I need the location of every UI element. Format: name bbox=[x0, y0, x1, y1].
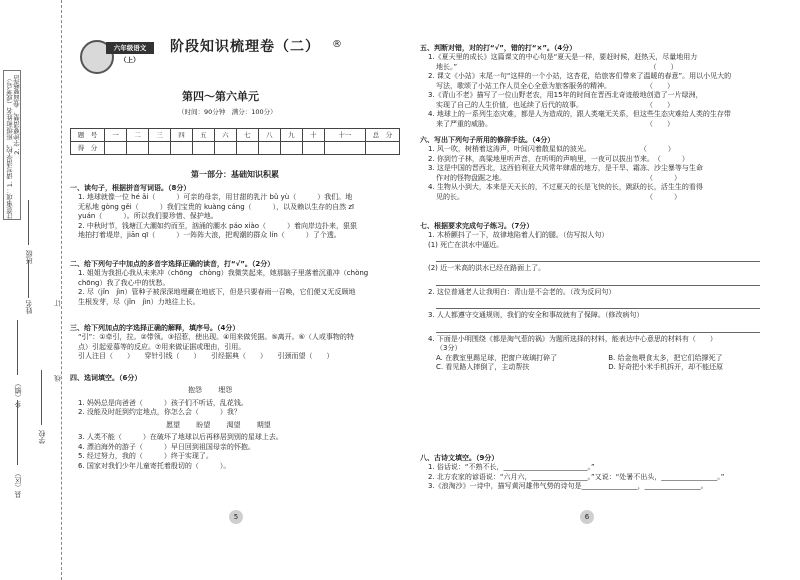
word-option: 期望 bbox=[256, 420, 271, 429]
question-line: 2. 北方农家的谚语说：“六月六，________________。”又说：“处暑不出头，________________。” bbox=[428, 472, 725, 481]
word-bank-2 bbox=[70, 421, 400, 430]
choice-b[interactable]: B. 给金鱼喂食太多，把它们给撑死了 bbox=[608, 353, 723, 362]
grade-badge bbox=[80, 36, 158, 80]
township-label: 乡（镇） bbox=[14, 380, 22, 408]
answer-line[interactable] bbox=[436, 323, 760, 333]
class-label: 班级 bbox=[25, 250, 33, 264]
township-underline bbox=[17, 320, 18, 375]
section-title: 五、判断对错，对的打“√”，错的打“×”。（4分） bbox=[420, 44, 577, 52]
score-cell: 题 号 bbox=[71, 129, 105, 142]
question-line: 4. 漂泊海外的游子（ ）早日回到祖国母亲的怀抱。 bbox=[78, 442, 255, 451]
score-cell: 十一 bbox=[324, 129, 365, 142]
notes-line-1: 注意事项：1. 请写清学校、班级和姓名（或考号） bbox=[6, 75, 14, 220]
section-2 bbox=[70, 260, 400, 307]
paper-title: 阶段知识梳理卷（二） bbox=[170, 39, 320, 55]
question-line: 4. 下面是小明围绕《都是淘气惹的祸》为题所选择的材料，能表达中心意思的材料有（ ） bbox=[428, 334, 717, 343]
notes-line-2: 2. 字迹要清楚、卷面要整洁 bbox=[13, 75, 21, 155]
question-line: （3分） bbox=[436, 344, 462, 353]
choice-row bbox=[420, 363, 760, 372]
word-option: 抱怨 bbox=[188, 386, 202, 395]
part-title: 第一部分：基础知识积累 bbox=[191, 170, 279, 179]
question-line: 来了严重的威胁。 （ ） bbox=[436, 119, 674, 128]
word-option: 渴望 bbox=[226, 420, 241, 429]
answer-line[interactable] bbox=[436, 276, 760, 286]
question-line: 1. 姐姐为我担心我从未来冲（chōng chòng）我微笑起来，她那脑子里落着沉重冲（chòng bbox=[78, 269, 369, 278]
cut-mark-xian: 线 bbox=[54, 375, 62, 382]
score-input[interactable] bbox=[280, 142, 302, 155]
question-line: 3.《青山不老》描写了一位山野老农，用15年的时间在晋西北奇迹般地创造了一片绿洲， bbox=[428, 91, 703, 100]
question-line: 3.《浪淘沙》一诗中，描写黄河雄伟气势的诗句是________________，________________。 bbox=[428, 482, 708, 491]
question-line: 写法，歌颂了小站工作人员全心全意为旅客服务的精神。 （ ） bbox=[436, 81, 674, 90]
score-cell: 四 bbox=[170, 129, 192, 142]
section-1 bbox=[70, 184, 400, 241]
question-line: 3. 人人都遵守交通规则，我们的安全和事故就有了保障。（修改病句） bbox=[428, 311, 644, 320]
question-line: 3. 人类不能（ ）在破坏了地球以后再移居到别的星球上去。 bbox=[78, 433, 283, 442]
score-cell: 八 bbox=[258, 129, 280, 142]
question-line: “引”：①牵引，拉。②带领。③招惹，使出现。④用来做凭据。⑤离开。⑥（人或事物的特 bbox=[78, 333, 354, 342]
section-7 bbox=[420, 222, 760, 372]
word-option: 愿望 bbox=[166, 420, 180, 429]
score-cell: 六 bbox=[214, 129, 236, 142]
page-number-left: 5 bbox=[229, 510, 243, 524]
question-line: 2. 尽（jǐn jìn）管种子被深深地埋藏在地底下，但是只要春雨一召唤，它们便又无反顾地 bbox=[78, 288, 356, 297]
score-input[interactable] bbox=[105, 142, 127, 155]
score-table-header-row bbox=[71, 129, 400, 142]
notes-box bbox=[3, 70, 21, 220]
question-line: 3. 这是中国的晋西北，这西伯利亚大风常年肆虐的地方，是干旱、霜冻、沙尘暴等与生命 bbox=[428, 164, 703, 173]
section-title: 二、给下列句子中加点的多音字选择正确的读音，打“√”。（2分） bbox=[70, 260, 275, 268]
time-score: （时间：90分钟 满分：100分） bbox=[178, 108, 277, 116]
score-input[interactable] bbox=[236, 142, 258, 155]
question-line: 4. 地球上的一系列生态灾难，都是人为造成的，跟人类毫无关系，但这些生态灾难给人类的生存带 bbox=[428, 110, 731, 119]
score-input[interactable] bbox=[126, 142, 148, 155]
question-line: 1. 俗话说：“不熟不长，________________________。” bbox=[428, 463, 595, 472]
question-line: 见的长。 （ ） bbox=[436, 192, 681, 201]
section-8 bbox=[420, 454, 760, 492]
section-3 bbox=[70, 324, 400, 362]
question-line: 1. 妈妈总是向爸爸（ ）孩子们不听话，乱花钱。 bbox=[78, 398, 248, 407]
question-line: 6. 国家对我们少年儿童寄托着殷切的（ ）。 bbox=[78, 461, 231, 470]
question-line: 1.《夏天里的成长》这篇课文的中心句是“夏天是一样，要赶时候，赶热天，尽量地用力 bbox=[428, 53, 698, 62]
question-line: yuán（ ）。所以我们要珍惜、保护地。 bbox=[78, 212, 218, 221]
score-input[interactable] bbox=[302, 142, 324, 155]
cut-mark-ding: 订 bbox=[54, 300, 62, 307]
left-page bbox=[70, 30, 400, 470]
question-line: 2. 没能及时赶到约定地点，你怎么会（ ）我？ bbox=[78, 408, 241, 417]
section-6 bbox=[420, 136, 760, 202]
section-title: 七、根据要求完成句子练习。（7分） bbox=[420, 222, 534, 230]
question-line: chōng）我了我心中的忧愁。 bbox=[78, 278, 170, 287]
score-cell: 五 bbox=[192, 129, 214, 142]
school-underline bbox=[41, 370, 42, 425]
score-input[interactable] bbox=[258, 142, 280, 155]
score-input[interactable] bbox=[170, 142, 192, 155]
question-line: 2. 课文《小站》末尾一句“这样的一个小站，这杏花，给旅客们带来了温暖的春意”。用以小见大的 bbox=[428, 72, 732, 81]
page-number-right: 6 bbox=[580, 510, 594, 524]
score-input[interactable] bbox=[214, 142, 236, 155]
score-input[interactable] bbox=[148, 142, 170, 155]
name-label: 姓名 bbox=[25, 300, 33, 314]
section-title: 六、写出下列句子所用的修辞手法。（4分） bbox=[420, 136, 555, 144]
badge-banner: 六年级语文 bbox=[106, 42, 154, 54]
section-title: 四、选词填空。（6分） bbox=[70, 374, 142, 382]
question-line: 实现了自己的人生价值，也延续了后代的故事。 （ ） bbox=[436, 100, 674, 109]
score-cell: 二 bbox=[126, 129, 148, 142]
question-line: 引人注目（ ） 穿针引线（ ） 引经据典（ ） 引颈而望（ ） bbox=[78, 352, 334, 361]
question-line: 地长。” （ ） bbox=[436, 62, 678, 71]
word-option: 盼望 bbox=[196, 420, 211, 429]
question-line: (1) 死亡在洪水中逼近。 bbox=[428, 240, 504, 249]
question-line: 1. 地球就像一位 hé ǎi（ ）可亲的母亲，用甘甜的乳汁 bǔ yù（ ）我们。地 bbox=[78, 193, 353, 202]
binding-strip bbox=[0, 0, 62, 580]
word-bank-1 bbox=[70, 386, 400, 395]
score-cell: 三 bbox=[148, 129, 170, 142]
score-cell: 九 bbox=[280, 129, 302, 142]
section-5 bbox=[420, 44, 760, 129]
section-4 bbox=[70, 374, 400, 471]
score-table-score-row bbox=[71, 142, 400, 155]
class-underline bbox=[28, 200, 29, 245]
question-line: 点）引起爱慕等的反应。⑦用来做证据或理由，引用。 bbox=[78, 342, 246, 351]
question-line: 生根发芽，尽（jǐn jìn）力地往上长。 bbox=[78, 297, 200, 306]
question-line: 地拍打着堤岸，jiān qī（ ）一阵阵大浪，把观潮的群众 lín（ ）了个透。 bbox=[78, 231, 341, 240]
question-line: 无私地 gòng gěi（ ）我们宝贵的 kuàng cáng（ ），以及赖以生存的自然 zī bbox=[78, 202, 355, 211]
county-underline bbox=[17, 400, 18, 465]
question-line: 5. 经过努力，我的（ ）终于实现了。 bbox=[78, 452, 213, 461]
question-line: 作对的怪物盘踞之地。 （ ） bbox=[436, 173, 681, 182]
unit-range: 第四～第六单元 bbox=[182, 90, 259, 103]
score-cell: 一 bbox=[105, 129, 127, 142]
score-cell: 得 分 bbox=[71, 142, 105, 155]
score-cell: 七 bbox=[236, 129, 258, 142]
section-title: 一、读句子，根据拼音写词语。（8分） bbox=[70, 184, 191, 192]
registered-mark: ® bbox=[332, 39, 342, 50]
badge-sub: （上） bbox=[120, 56, 140, 64]
section-title: 三、给下列加点的字选择正确的解释，填序号。（4分） bbox=[70, 324, 240, 332]
choice-a[interactable]: A. 在教室里踢足球，把窗户玻璃打碎了 bbox=[436, 353, 558, 362]
school-label: 学校 bbox=[38, 430, 46, 444]
question-line: 1. 风一吹，树梢着这涛声，叶间闪着散星似的波光。 （ ） bbox=[428, 145, 675, 154]
word-option: 埋怨 bbox=[218, 386, 233, 395]
choice-c[interactable]: C. 看见路人摔倒了，主动帮扶 bbox=[436, 362, 530, 371]
question-line: 2. 这位普通老人让我明白：青山是不会老的。（改为反问句） bbox=[428, 287, 616, 296]
section-title: 八、古诗文填空。（9分） bbox=[420, 454, 499, 462]
answer-line[interactable] bbox=[436, 299, 760, 309]
question-line: 2. 中秋时节，钱塘江大潮如约而至，汹涌的潮水 páo xiào（ ）着向岸边扑来，狠狠 bbox=[78, 221, 358, 230]
county-label: 县（区） bbox=[14, 470, 22, 498]
answer-line[interactable] bbox=[436, 252, 760, 262]
question-line: 4. 生物从小到大，本来是天天长的，不过夏天的长是飞快的长，跳跃的长，活生生的看得 bbox=[428, 183, 703, 192]
question-line: 1. 木桥颤抖了一下，故律地陷着人们的腿。（仿写拟人句） bbox=[428, 231, 609, 240]
score-input[interactable] bbox=[192, 142, 214, 155]
choice-row bbox=[420, 354, 760, 363]
choice-d[interactable]: D. 好奇把小米手机拆开，却不能还原 bbox=[608, 362, 724, 371]
question-line: 2. 你到竹子林，高粱地里听声音，在听明的声响里，一夜可以拔出节来。 （ ） bbox=[428, 154, 689, 163]
score-table bbox=[70, 128, 400, 155]
name-underline bbox=[28, 260, 29, 298]
score-input[interactable] bbox=[366, 142, 400, 155]
score-cell: 总 分 bbox=[366, 129, 400, 142]
score-input[interactable] bbox=[324, 142, 365, 155]
score-cell: 十 bbox=[302, 129, 324, 142]
question-line: (2) 近一米高的洪水已经在路面上了。 bbox=[428, 264, 546, 273]
paper-header bbox=[70, 30, 400, 88]
